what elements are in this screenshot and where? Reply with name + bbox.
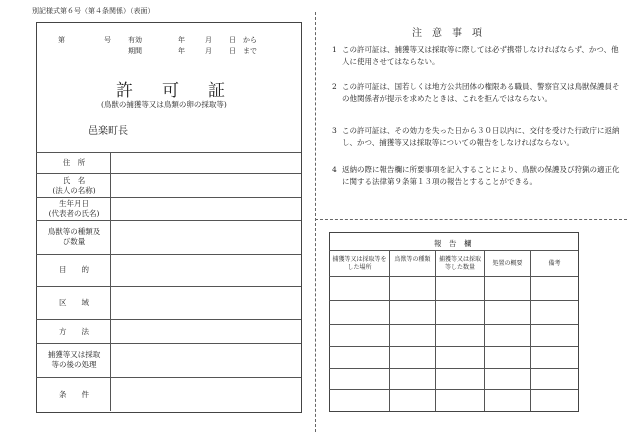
field-value-conditions[interactable]: [111, 378, 300, 410]
report-header-remarks: 備考: [548, 260, 561, 267]
report-header-quantity: 捕獲等又は採取等した数量: [438, 256, 481, 271]
field-value-area[interactable]: [111, 287, 300, 319]
note-item-3: [332, 125, 620, 149]
note-number-4: 4: [332, 165, 337, 174]
title-char-1: 許: [116, 81, 133, 101]
title-char-3: 証: [208, 81, 225, 101]
report-title: 報 告 欄: [434, 239, 472, 248]
report-header-place: 捕獲等又は採取等をした場所: [332, 256, 387, 271]
field-value-name[interactable]: [111, 174, 300, 197]
note-item-1: [332, 44, 620, 68]
fold-line-vertical: [315, 12, 316, 432]
validity-label: 有効: [128, 36, 142, 44]
field-value-method[interactable]: [111, 320, 300, 343]
issuer-name: 邑楽町長: [88, 126, 128, 137]
note-text-2: この許可証は、国若しくは地方公共団体の権限ある職員、警察官又は鳥獣保護員その他関係者が提示を求めたときは、これを拒んではならない。: [342, 82, 620, 103]
field-label-name: 氏 名 (法人の名称): [52, 176, 96, 195]
fold-line-horizontal: [315, 219, 627, 220]
field-label-method: 方 法: [59, 327, 89, 336]
to-year: 年: [178, 47, 185, 55]
field-label-area: 区 域: [59, 298, 89, 307]
to-label: まで: [243, 47, 257, 55]
field-value-purpose[interactable]: [111, 255, 300, 286]
to-month: 月: [205, 47, 212, 55]
field-value-address[interactable]: [111, 153, 300, 173]
notes-title: 注 意 事 項: [412, 28, 482, 39]
note-number-2: 2: [332, 82, 337, 91]
note-text-4: 返納の際に報告欄に所要事項を記入することにより、鳥獣の保護及び狩猟の適正化に関する法律第９条第１３項の報告とすることができる。: [342, 165, 620, 186]
field-label-birthdate: 生年月日 (代表者の氏名): [48, 199, 100, 218]
permit-subtitle: (鳥獣の捕獲等又は鳥類の卵の採取等): [101, 100, 227, 109]
permit-number-label: 号: [104, 36, 111, 44]
to-day: 日: [229, 47, 236, 55]
from-day: 日: [229, 36, 236, 44]
period-label: 期間: [128, 47, 142, 55]
report-header-disposal: 処置の概要: [492, 260, 523, 267]
field-value-disposal[interactable]: [111, 344, 300, 377]
report-header-species: 鳥獣等の種類: [394, 256, 431, 263]
from-label: から: [243, 36, 257, 44]
field-label-disposal: 捕獲等又は採取 等の後の処理: [47, 350, 101, 369]
permit-kind: 第: [58, 36, 65, 44]
note-text-1: この許可証は、捕獲等又は採取等に際しては必ず携帯しなければならず、かつ、他人に使用させてはならない。: [342, 45, 619, 66]
field-label-conditions: 条 件: [59, 390, 89, 399]
field-label-species: 鳥獣等の種類及 び数量: [47, 227, 101, 246]
note-number-3: 3: [332, 126, 337, 135]
note-item-4: [332, 164, 620, 188]
title-char-2: 可: [162, 81, 179, 101]
from-month: 月: [205, 36, 212, 44]
from-year: 年: [178, 36, 185, 44]
note-item-2: [332, 81, 620, 105]
field-label-address: 住 所: [62, 158, 86, 167]
field-value-species[interactable]: [111, 221, 300, 254]
field-value-birthdate[interactable]: [111, 198, 300, 220]
field-label-purpose: 目 的: [59, 265, 89, 274]
note-number-1: 1: [332, 45, 337, 54]
form-number-note: 別記様式第６号（第４条関係）（表面）: [32, 7, 155, 15]
note-text-3: この許可証は、その効力を失った日から３０日以内に、交付を受けた行政庁に返納し、かつ、捕獲等又は採取等についての報告をしなければならない。: [342, 126, 620, 147]
